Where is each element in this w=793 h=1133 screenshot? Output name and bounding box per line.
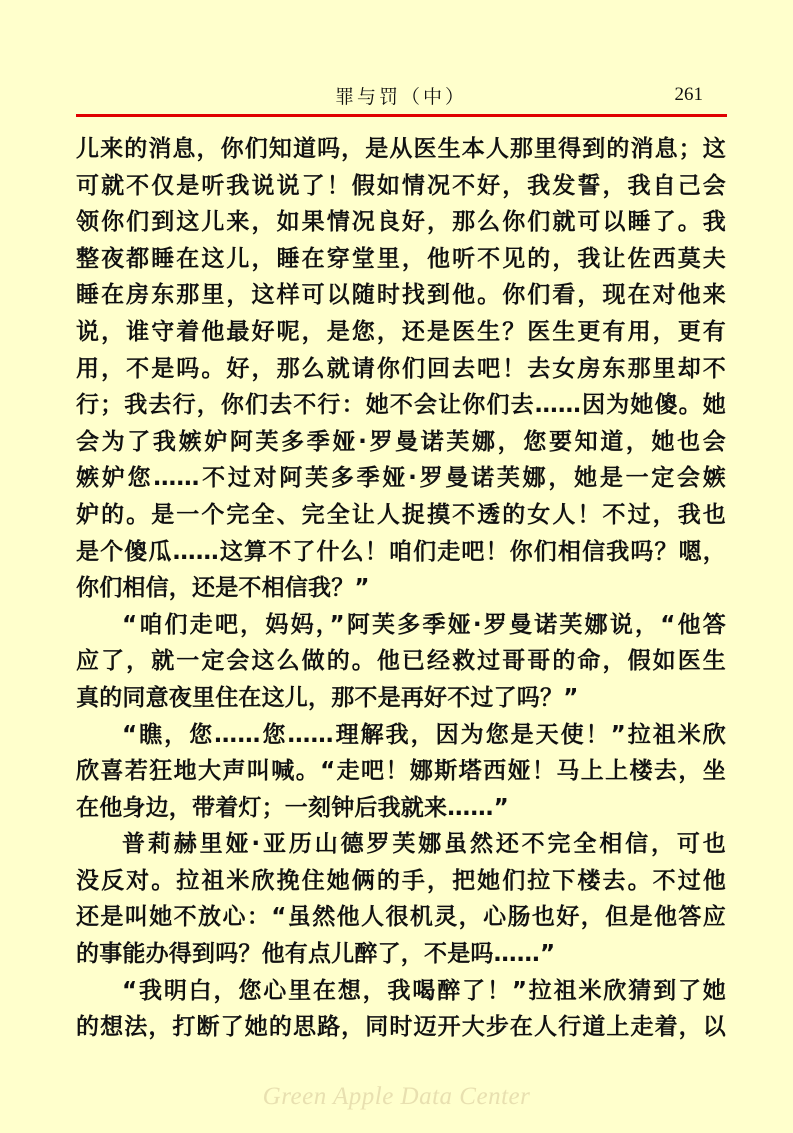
text-line: 儿来的消息，你们知道吗，是从医生本人那里得到的消息；这 (76, 136, 726, 162)
running-head (75, 82, 727, 112)
text-line: 领你们到这儿来，如果情况良好，那么你们就可以睡了。我 (76, 209, 726, 236)
text-line: 没反对。拉祖米欣挽住她俩的手，把她们拉下楼去。不过他 (76, 867, 726, 894)
text-line: 妒的。是一个完全、完全让人捉摸不透的女人！不过，我也 (76, 501, 726, 528)
watermark: Green Apple Data Center (262, 1083, 531, 1110)
text-line: 用，不是吗。好，那么就请你们回去吧！去女房东那里却不 (76, 355, 726, 382)
text-line: 嫉妒您……不过对阿芙多季娅·罗曼诺芙娜，她是一定会嫉 (76, 465, 726, 492)
text-line: 的事能办得到吗？他有点儿醉了，不是吗……” (76, 941, 556, 968)
text-line: 会为了我嫉妒阿芙多季娅·罗曼诺芙娜，您要知道，她也会 (76, 428, 726, 455)
text-line: 在他身边，带着灯；一刻钟后我就来……” (76, 794, 509, 821)
text-line: 欣喜若狂地大声叫喊。“走吧！娜斯塔西娅！马上上楼去，坐 (76, 758, 726, 785)
text-line: 行；我去行，你们去不行：她不会让你们去……因为她傻。她 (76, 392, 726, 419)
page-number: 261 (674, 84, 703, 105)
text-line: 是个傻瓜……这算不了什么！咱们走吧！你们相信我吗？嗯， (76, 538, 726, 565)
text-line: 你们相信，还是不相信我？” (76, 575, 370, 602)
text-line: 睡在房东那里，这样可以随时找到他。你们看，现在对他来 (76, 282, 726, 309)
text-line: 整夜都睡在这儿，睡在穿堂里，他听不见的，我让佐西莫夫 (76, 245, 726, 272)
text-line: “咱们走吧，妈妈，”阿芙多季娅·罗曼诺芙娜说，“他答 (122, 611, 726, 638)
body-text (76, 131, 726, 1046)
text-line: “瞧，您……您……理解我，因为您是天使！”拉祖米欣 (122, 721, 726, 748)
header-rule (76, 114, 727, 117)
book-title: 罪与罚（中） (334, 86, 467, 108)
text-line: 真的同意夜里住在这儿，那不是再好不过了吗？” (76, 684, 579, 711)
text-line: 还是叫她不放心：“虽然他人很机灵，心肠也好，但是他答应 (76, 904, 726, 931)
text-line: 普莉赫里娅·亚历山德罗芙娜虽然还不完全相信，可也 (122, 831, 726, 858)
text-line: 应了，就一定会这么做的。他已经救过哥哥的命，假如医生 (76, 648, 726, 675)
text-line: “我明白，您心里在想，我喝醉了！”拉祖米欣猜到了她 (122, 977, 726, 1004)
text-line: 说，谁守着他最好呢，是您，还是医生？医生更有用，更有 (76, 318, 726, 345)
text-line: 可就不仅是听我说说了！假如情况不好，我发誓，我自己会 (76, 172, 726, 199)
text-line: 的想法，打断了她的思路，同时迈开大步在人行道上走着，以 (76, 1014, 726, 1041)
